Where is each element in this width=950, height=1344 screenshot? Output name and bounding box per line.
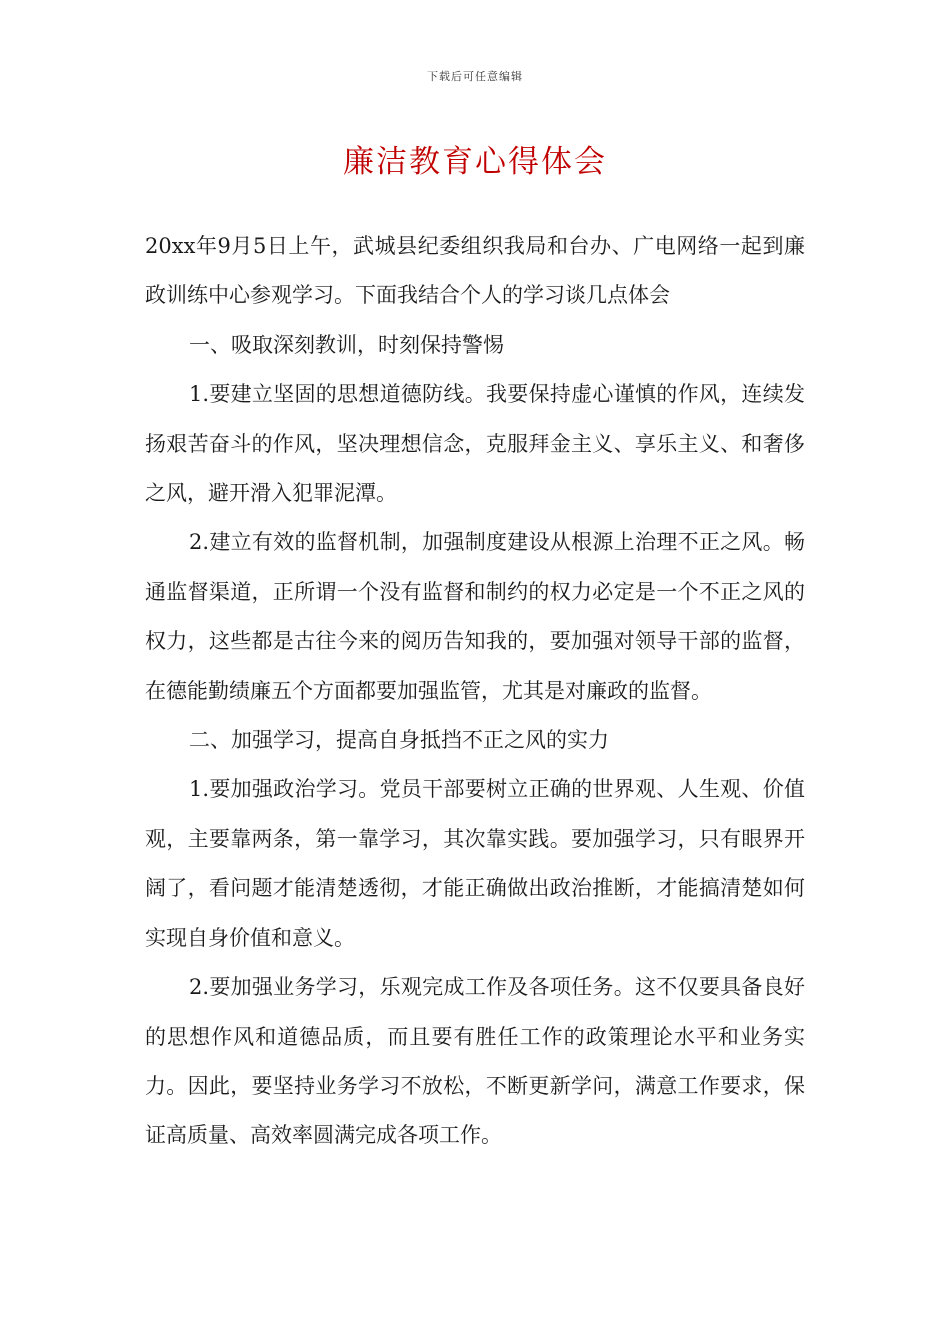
paragraph-2-2: 2.要加强业务学习，乐观完成工作及各项任务。这不仅要具备良好的思想作风和道德品质，而且要有胜任工作的政策理论水平和业务实力。因此，要坚持业务学习不放松，不断更新学问，满意工作要求，保证高质量、高效率圆满完成各项工作。 [145, 975, 805, 1148]
section-heading-1: 一、吸取深刻教训，时刻保持警惕 [189, 332, 504, 357]
header-note: 下载后可任意编辑 [427, 70, 523, 83]
paragraph-1-1: 1.要建立坚固的思想道德防线。我要保持虚心谨慎的作风，连续发扬艰苦奋斗的作风，坚决理想信念，克服拜金主义、享乐主义、和奢侈之风，避开滑入犯罪泥潭。 [145, 382, 805, 506]
paragraph-1-2: 2.建立有效的监督机制，加强制度建设从根源上治理不正之风。畅通监督渠道，正所谓一个没有监督和制约的权力必定是一个不正之风的权力，这些都是古往今来的阅历告知我的，要加强对领导干部的监督，在德能勤绩廉五个方面都要加强监管，尤其是对廉政的监督。 [145, 530, 805, 703]
section-heading-2: 二、加强学习，提高自身抵挡不正之风的实力 [189, 728, 609, 753]
intro-paragraph: 20xx年9月5日上午，武城县纪委组织我局和台办、广电网络一起到廉政训练中心参观学习。下面我结合个人的学习谈几点体会 [145, 234, 805, 308]
document-body [145, 222, 805, 1161]
paragraph-2-1: 1.要加强政治学习。党员干部要树立正确的世界观、人生观、价值观，主要靠两条，第一靠学习，其次靠实践。要加强学习，只有眼界开阔了，看问题才能清楚透彻，才能正确做出政治推断，才能搞清楚如何实现自身价值和意义。 [145, 777, 805, 950]
document-title: 廉洁教育心得体会 [343, 144, 607, 180]
